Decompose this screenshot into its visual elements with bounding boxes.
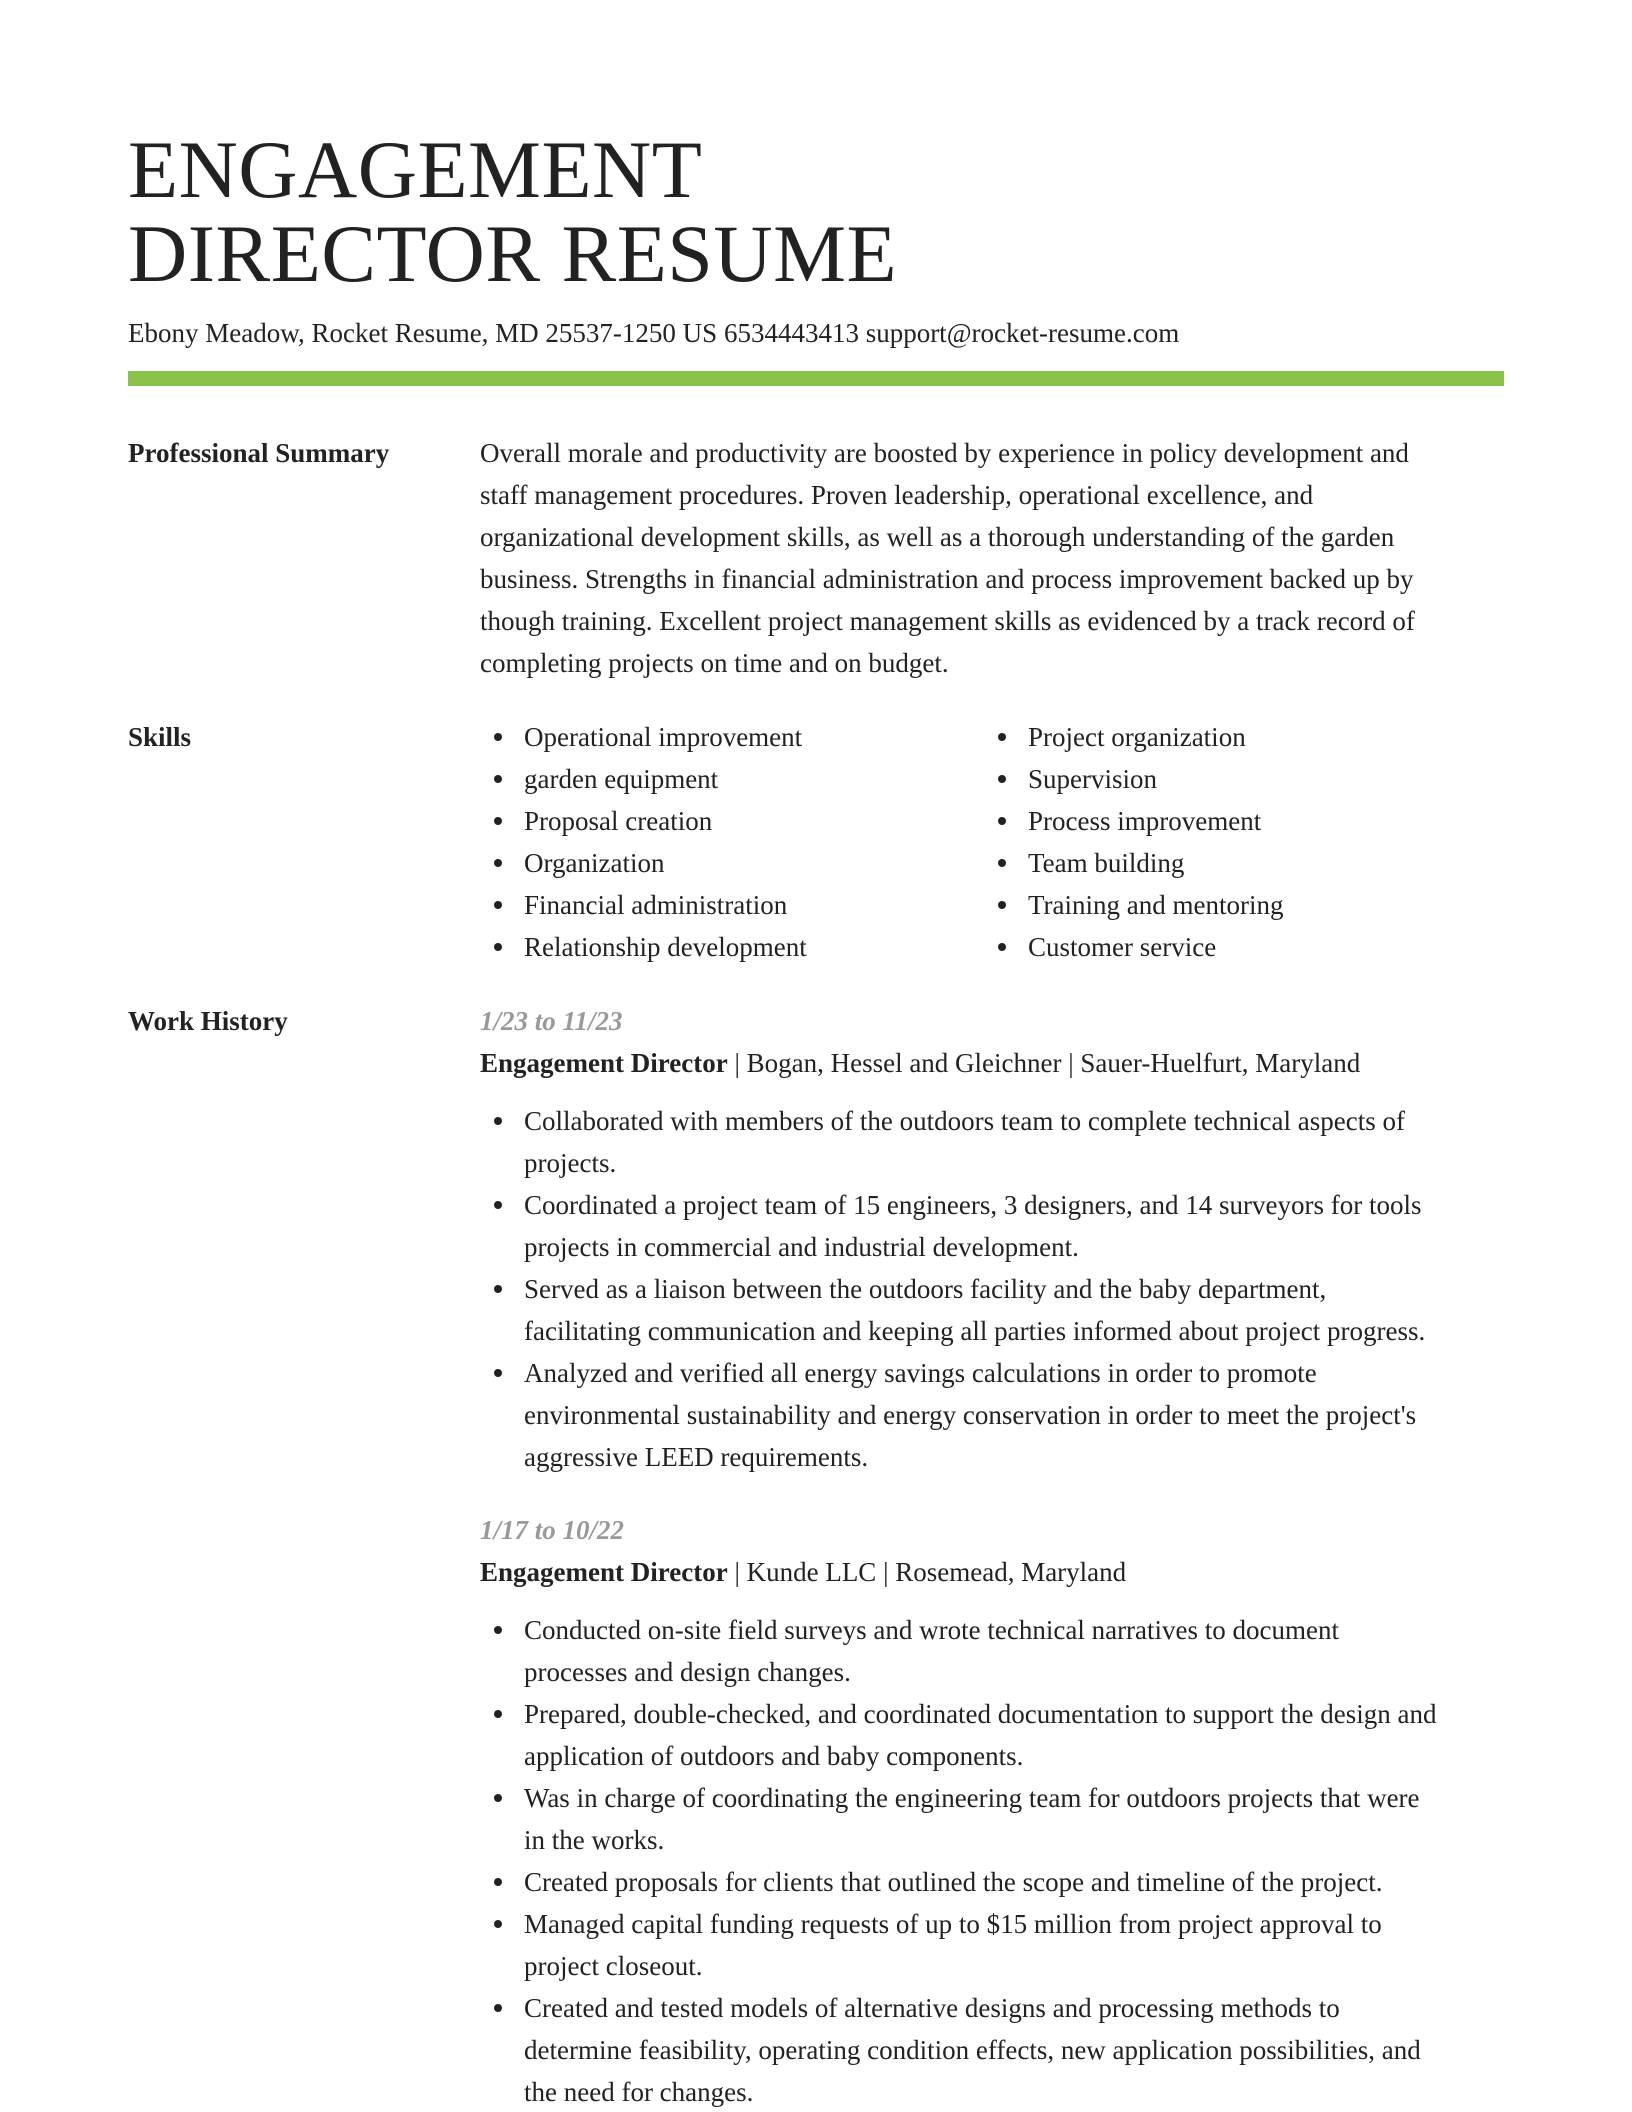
bullet-line: environmental sustainability and energy conservation in order to meet the project's	[524, 1400, 1417, 1430]
bullet-line: projects.	[524, 1148, 617, 1178]
bullet-line: Was in charge of coordinating the engineering team for outdoors projects that were	[524, 1783, 1420, 1813]
bullet-line: Analyzed and verified all energy savings calculations in order to promote	[524, 1358, 1317, 1388]
job-bullet	[480, 1987, 1504, 2112]
bullet-line: project closeout.	[524, 1951, 703, 1981]
job-bullet	[480, 1100, 1504, 1184]
job-entry	[480, 1509, 1504, 2112]
job-bullet	[480, 1609, 1504, 1693]
bullet-line: Collaborated with members of the outdoors team to complete technical aspects of	[524, 1106, 1405, 1136]
job-bullet	[480, 1903, 1504, 1987]
summary-text	[480, 432, 1504, 684]
job-bullets	[480, 1609, 1504, 2112]
job-bullet	[480, 1777, 1504, 1861]
contact-info: Ebony Meadow, Rocket Resume, MD 25537-1250 US 6534443413 support@rocket-resume.com	[128, 318, 1180, 348]
job-bullet	[480, 1861, 1504, 1903]
bullet-line: application of outdoors and baby components.	[524, 1741, 1024, 1771]
job-title-line	[480, 1042, 1504, 1084]
skill-item: Training and mentoring	[984, 884, 1488, 926]
skill-item: Customer service	[984, 926, 1488, 968]
summary-line: staff management procedures. Proven leadership, operational excellence, and	[480, 480, 1314, 510]
summary-line: business. Strengths in financial administration and process improvement backed up by	[480, 564, 1414, 594]
skill-item: garden equipment	[480, 758, 984, 800]
skill-item: Team building	[984, 842, 1488, 884]
title-line-2: DIRECTOR RESUME	[128, 208, 898, 299]
skill-item: Relationship development	[480, 926, 984, 968]
summary-line: Overall morale and productivity are boosted by experience in policy development and	[480, 438, 1409, 468]
job-employer: | Bogan, Hessel and Gleichner | Sauer-Huelfurt, Maryland	[727, 1048, 1361, 1078]
summary-line: though training. Excellent project management skills as evidenced by a track record of	[480, 606, 1415, 636]
job-title: Engagement Director	[480, 1048, 728, 1078]
skill-item: Financial administration	[480, 884, 984, 926]
skills-section	[480, 716, 1504, 968]
skills-heading: Skills	[128, 722, 192, 752]
skill-item: Operational improvement	[480, 716, 984, 758]
job-title-line	[480, 1551, 1504, 1593]
job-bullet	[480, 1268, 1504, 1352]
skill-item: Organization	[480, 842, 984, 884]
title-line-1: ENGAGEMENT	[128, 124, 703, 215]
job-bullet	[480, 1352, 1504, 1478]
bullet-line: determine feasibility, operating condition effects, new application possibilities, and	[524, 2035, 1421, 2065]
bullet-line: aggressive LEED requirements.	[524, 1442, 869, 1472]
skills-column-left	[480, 716, 984, 968]
job-entry	[480, 1000, 1504, 1478]
summary-line: organizational development skills, as well as a thorough understanding of the garden	[480, 522, 1395, 552]
bullet-line: Created proposals for clients that outlined the scope and timeline of the project.	[524, 1867, 1383, 1897]
accent-divider	[128, 371, 1504, 386]
bullet-line: processes and design changes.	[524, 1657, 851, 1687]
job-bullet	[480, 1184, 1504, 1268]
resume-title	[128, 124, 1508, 299]
job-dates: 1/23 to 11/23	[480, 1006, 623, 1036]
bullet-line: Prepared, double-checked, and coordinated documentation to support the design and	[524, 1699, 1437, 1729]
summary-heading: Professional Summary	[128, 438, 390, 468]
job-bullets	[480, 1100, 1504, 1478]
skill-item: Supervision	[984, 758, 1488, 800]
work-history-heading: Work History	[128, 1006, 288, 1036]
bullet-line: the need for changes.	[524, 2077, 754, 2107]
summary-line: completing projects on time and on budget.	[480, 648, 949, 678]
skill-item: Proposal creation	[480, 800, 984, 842]
bullet-line: facilitating communication and keeping all parties informed about project progress.	[524, 1316, 1426, 1346]
bullet-line: Managed capital funding requests of up to $15 million from project approval to	[524, 1909, 1382, 1939]
skill-item: Project organization	[984, 716, 1488, 758]
job-title: Engagement Director	[480, 1557, 728, 1587]
skill-item: Process improvement	[984, 800, 1488, 842]
skills-column-right	[984, 716, 1488, 968]
job-employer: | Kunde LLC | Rosemead, Maryland	[727, 1557, 1127, 1587]
summary-section	[480, 432, 1504, 684]
bullet-line: Served as a liaison between the outdoors facility and the baby department,	[524, 1274, 1327, 1304]
bullet-line: Conducted on-site field surveys and wrote technical narratives to document	[524, 1615, 1339, 1645]
job-bullet	[480, 1693, 1504, 1777]
bullet-line: in the works.	[524, 1825, 665, 1855]
job-dates: 1/17 to 10/22	[480, 1515, 625, 1545]
bullet-line: Created and tested models of alternative designs and processing methods to	[524, 1993, 1340, 2023]
skills-columns	[480, 716, 1504, 968]
bullet-line: Coordinated a project team of 15 engineers, 3 designers, and 14 surveyors for tools	[524, 1190, 1422, 1220]
bullet-line: projects in commercial and industrial development.	[524, 1232, 1079, 1262]
